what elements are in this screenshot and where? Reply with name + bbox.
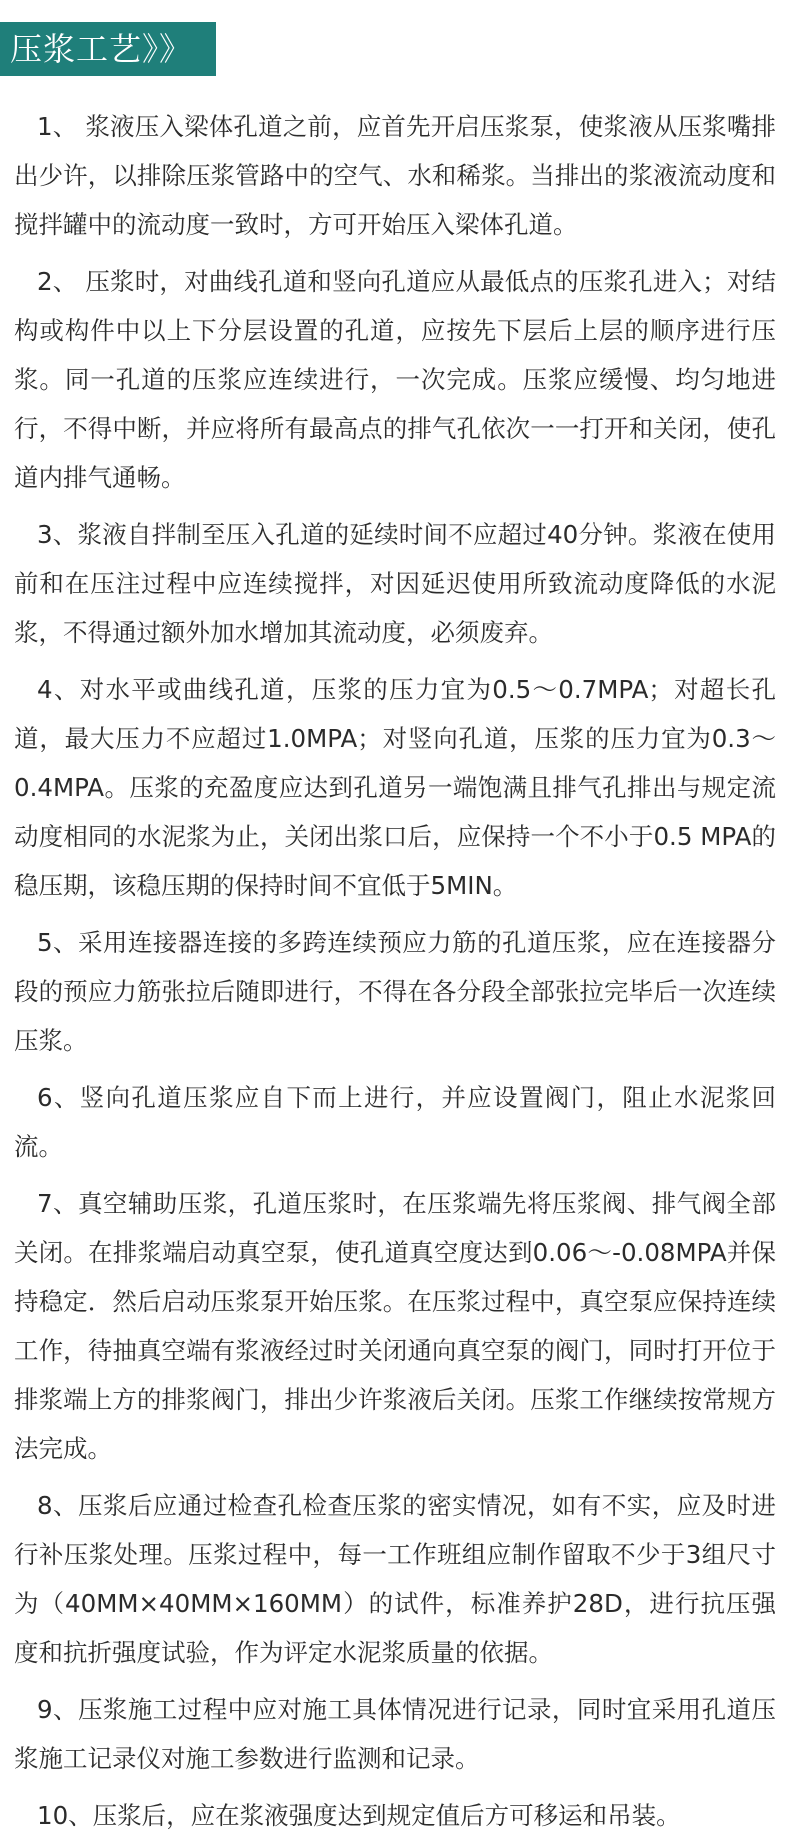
procedure-item-9: 9、压浆施工过程中应对施工具体情况进行记录，同时宜采用孔道压浆施工记录仪对施工参数进行监测和记录。 bbox=[14, 1695, 776, 1773]
procedure-item-8: 8、压浆后应通过检查孔检查压浆的密实情况，如有不实，应及时进行补压浆处理。压浆过程中，每一工作班组应制作留取不少于3组尺寸为（40MM×40MM×160MM）的试件，标准养护28D，进行抗压强度和抗折强度试验，作为评定水泥浆质量的依据。 bbox=[14, 1491, 776, 1667]
procedure-item-6: 6、竖向孔道压浆应自下而上进行，并应设置阀门，阻止水泥浆回流。 bbox=[14, 1083, 776, 1161]
procedure-item-3: 3、浆液自拌制至压入孔道的延续时间不应超过40分钟。浆液在使用前和在压注过程中应连续搅拌，对因延迟使用所致流动度降低的水泥浆，不得通过额外加水增加其流动度，必须废弃。 bbox=[14, 520, 776, 647]
procedure-item-5: 5、采用连接器连接的多跨连续预应力筋的孔道压浆，应在连接器分段的预应力筋张拉后随即进行，不得在各分段全部张拉完毕后一次连续压浆。 bbox=[14, 928, 776, 1055]
procedure-item-1: 1、 浆液压入梁体孔道之前，应首先开启压浆泵，使浆液从压浆嘴排出少许，以排除压浆管路中的空气、水和稀浆。当排出的浆液流动度和搅拌罐中的流动度一致时，方可开始压入梁体孔道。 bbox=[14, 112, 776, 239]
procedure-item-10: 10、压浆后，应在浆液强度达到规定值后方可移运和吊装。 bbox=[37, 1801, 681, 1830]
procedure-item-4: 4、对水平或曲线孔道，压浆的压力宜为0.5～0.7MPA；对超长孔道，最大压力不应超过1.0MPA；对竖向孔道，压浆的压力宜为0.3～0.4MPA。压浆的充盈度应达到孔道另一端饱满且排气孔排出与规定流动度相同的水泥浆为止，关闭出浆口后，应保持一个不小于0.5 MPA的稳压期，该稳压期的保持时间不宜低于5MIN。 bbox=[14, 675, 776, 900]
procedure-list bbox=[14, 102, 776, 1848]
section-title: 压浆工艺》》 bbox=[10, 30, 193, 68]
procedure-item-7: 7、真空辅助压浆，孔道压浆时，在压浆端先将压浆阀、排气阀全部关闭。在排浆端启动真空泵，使孔道真空度达到0.06～-0.08MPA并保持稳定．然后启动压浆泵开始压浆。在压浆过程中，真空泵应保持连续工作，待抽真空端有浆液经过时关闭通向真空泵的阀门，同时打开位于排浆端上方的排浆阀门，排出少许浆液后关闭。压浆工作继续按常规方法完成。 bbox=[14, 1189, 776, 1463]
section-title-tag bbox=[0, 22, 216, 76]
procedure-item-2: 2、 压浆时，对曲线孔道和竖向孔道应从最低点的压浆孔进入；对结构或构件中以上下分层设置的孔道，应按先下层后上层的顺序进行压浆。同一孔道的压浆应连续进行，一次完成。压浆应缓慢、均匀地进行，不得中断，并应将所有最高点的排气孔依次一一打开和关闭，使孔道内排气通畅。 bbox=[14, 267, 776, 492]
